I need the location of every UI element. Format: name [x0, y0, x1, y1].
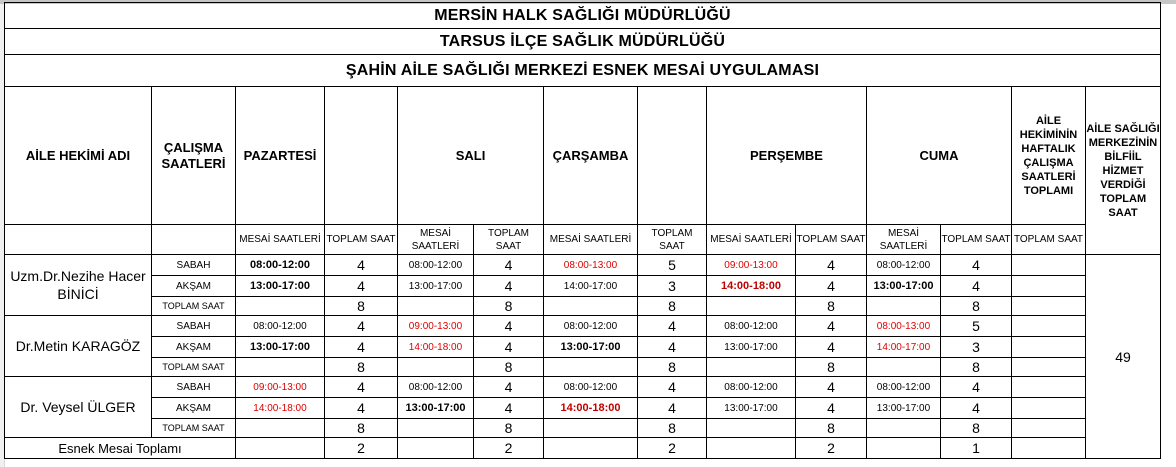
morning-hours: 5: [941, 316, 1012, 337]
morning-time: 08:00-12:00: [236, 255, 325, 276]
flex-total-empty: [707, 438, 796, 459]
shift-label-morning: SABAH: [152, 316, 236, 337]
daily-total-hours: 8: [325, 297, 398, 316]
evening-time: 13:00-17:00: [398, 276, 474, 297]
header-physician: AİLE HEKİMİ ADI: [5, 87, 152, 225]
shift-label-evening: AKŞAM: [152, 276, 236, 297]
morning-hours: 4: [796, 316, 867, 337]
header-empty-1: [325, 87, 398, 225]
center-total-value: 49: [1086, 255, 1161, 459]
evening-hours: 4: [638, 398, 707, 419]
morning-hours: 4: [941, 255, 1012, 276]
total-empty: [707, 358, 796, 377]
morning-time: 08:00-12:00: [707, 316, 796, 337]
daily-total-hours: 8: [941, 297, 1012, 316]
flex-total-value: 2: [474, 438, 544, 459]
evening-time: 14:00-17:00: [544, 276, 638, 297]
total-empty: [398, 358, 474, 377]
flex-total-empty: [867, 438, 941, 459]
subheader-empty: [152, 225, 236, 255]
shift-label-evening: AKŞAM: [152, 398, 236, 419]
weekly-total-cell: [1012, 276, 1086, 297]
evening-hours: 4: [941, 276, 1012, 297]
daily-total-hours: 8: [796, 297, 867, 316]
evening-time: 13:00-17:00: [867, 276, 941, 297]
evening-hours: 4: [474, 398, 544, 419]
daily-total-hours: 8: [638, 419, 707, 438]
header-weekly-total: AİLE HEKİMİNİN HAFTALIK ÇALIŞMA SAATLERİ TOPLAMI: [1012, 87, 1086, 225]
flex-hours-table: [4, 2, 1161, 459]
morning-time: 09:00-13:00: [707, 255, 796, 276]
evening-hours: 4: [941, 398, 1012, 419]
morning-time: 08:00-13:00: [544, 255, 638, 276]
evening-hours: 4: [474, 276, 544, 297]
evening-time: 13:00-17:00: [707, 337, 796, 358]
subheader-mesai-4: MESAİ SAATLERİ: [707, 225, 796, 255]
shift-label-total: TOPLAM SAAT: [152, 419, 236, 438]
total-empty: [544, 297, 638, 316]
daily-total-hours: 8: [941, 358, 1012, 377]
evening-hours: 3: [638, 276, 707, 297]
morning-time: 08:00-13:00: [867, 316, 941, 337]
shift-label-total: TOPLAM SAAT: [152, 297, 236, 316]
subheader-weekly-toplam: TOPLAM SAAT: [1012, 225, 1086, 255]
morning-time: 08:00-12:00: [544, 316, 638, 337]
weekly-total-cell: [1012, 337, 1086, 358]
total-empty: [236, 297, 325, 316]
total-empty: [867, 419, 941, 438]
doctor-name: Dr. Veysel ÜLGER: [5, 377, 152, 438]
daily-total-hours: 8: [474, 297, 544, 316]
subheader-toplam-5: TOPLAM SAAT: [941, 225, 1012, 255]
total-empty: [398, 297, 474, 316]
evening-hours: 4: [325, 337, 398, 358]
morning-hours: 4: [474, 316, 544, 337]
subheader-empty: [5, 225, 152, 255]
morning-time: 08:00-12:00: [236, 316, 325, 337]
morning-hours: 4: [796, 377, 867, 398]
evening-time: 13:00-17:00: [236, 337, 325, 358]
header-day-1: PAZARTESİ: [236, 87, 325, 225]
header-empty-3: [638, 87, 707, 225]
daily-total-hours: 8: [796, 358, 867, 377]
weekly-total-cell: [1012, 297, 1086, 316]
header-day-2: SALI: [398, 87, 544, 225]
header-day-3: ÇARŞAMBA: [544, 87, 638, 225]
evening-time: 13:00-17:00: [236, 276, 325, 297]
flex-total-value: 2: [325, 438, 398, 459]
evening-time: 13:00-17:00: [867, 398, 941, 419]
daily-total-hours: 8: [941, 419, 1012, 438]
flex-total-value: 2: [638, 438, 707, 459]
doctor-name: Uzm.Dr.Nezihe Hacer BİNİCİ: [5, 255, 152, 316]
evening-hours: 4: [796, 337, 867, 358]
total-empty: [707, 297, 796, 316]
morning-time: 08:00-12:00: [398, 377, 474, 398]
daily-total-hours: 8: [474, 419, 544, 438]
shift-label-morning: SABAH: [152, 255, 236, 276]
morning-hours: 4: [474, 377, 544, 398]
weekly-total-cell: [1012, 419, 1086, 438]
header-day-4: PERŞEMBE: [707, 87, 867, 225]
subheader-toplam-3: TOPLAM SAAT: [638, 225, 707, 255]
shift-label-morning: SABAH: [152, 377, 236, 398]
header-day-5: CUMA: [867, 87, 1012, 225]
evening-hours: 4: [474, 337, 544, 358]
subheader-mesai-5: MESAİ SAATLERİ: [867, 225, 941, 255]
title-line-2: TARSUS İLÇE SAĞLIK MÜDÜRLÜĞÜ: [5, 29, 1161, 55]
evening-time: 14:00-18:00: [398, 337, 474, 358]
subheader-toplam-2: TOPLAM SAAT: [474, 225, 544, 255]
weekly-total-cell: [1012, 358, 1086, 377]
evening-hours: 4: [796, 276, 867, 297]
header-center-total: AİLE SAĞLIĞI MERKEZİNİN BİLFİİL HİZMET VERDİĞİ TOPLAM SAAT: [1086, 87, 1161, 255]
evening-time: 14:00-18:00: [707, 276, 796, 297]
total-empty: [867, 297, 941, 316]
evening-hours: 4: [325, 276, 398, 297]
weekly-total-cell: [1012, 255, 1086, 276]
daily-total-hours: 8: [638, 297, 707, 316]
daily-total-hours: 8: [474, 358, 544, 377]
total-empty: [867, 358, 941, 377]
weekly-total-cell: [1012, 316, 1086, 337]
morning-hours: 4: [325, 377, 398, 398]
evening-hours: 4: [325, 398, 398, 419]
morning-hours: 4: [796, 255, 867, 276]
subheader-mesai-3: MESAİ SAATLERİ: [544, 225, 638, 255]
morning-time: 08:00-12:00: [867, 255, 941, 276]
evening-time: 13:00-17:00: [707, 398, 796, 419]
flex-total-label: Esnek Mesai Toplamı: [5, 438, 236, 459]
daily-total-hours: 8: [325, 419, 398, 438]
subheader-toplam-4: TOPLAM SAAT: [796, 225, 867, 255]
morning-time: 09:00-13:00: [398, 316, 474, 337]
flex-total-value: 2: [796, 438, 867, 459]
title-line-3: ŞAHİN AİLE SAĞLIĞI MERKEZİ ESNEK MESAİ UYGULAMASI: [5, 55, 1161, 87]
weekly-total-cell: [1012, 398, 1086, 419]
morning-hours: 4: [638, 377, 707, 398]
weekly-total-cell: [1012, 438, 1086, 459]
morning-hours: 4: [474, 255, 544, 276]
morning-hours: 5: [638, 255, 707, 276]
flex-total-empty: [236, 438, 325, 459]
daily-total-hours: 8: [796, 419, 867, 438]
weekly-total-cell: [1012, 377, 1086, 398]
flex-total-empty: [544, 438, 638, 459]
morning-time: 08:00-12:00: [544, 377, 638, 398]
evening-hours: 4: [796, 398, 867, 419]
total-empty: [544, 358, 638, 377]
total-empty: [544, 419, 638, 438]
evening-time: 14:00-17:00: [867, 337, 941, 358]
morning-hours: 4: [638, 316, 707, 337]
total-empty: [707, 419, 796, 438]
daily-total-hours: 8: [325, 358, 398, 377]
morning-time: 08:00-12:00: [867, 377, 941, 398]
subheader-mesai-1: MESAİ SAATLERİ: [236, 225, 325, 255]
evening-time: 13:00-17:00: [398, 398, 474, 419]
flex-total-empty: [398, 438, 474, 459]
doctor-name: Dr.Metin KARAGÖZ: [5, 316, 152, 377]
total-empty: [236, 419, 325, 438]
shift-label-evening: AKŞAM: [152, 337, 236, 358]
morning-time: 08:00-12:00: [707, 377, 796, 398]
evening-time: 14:00-18:00: [236, 398, 325, 419]
evening-time: 14:00-18:00: [544, 398, 638, 419]
subheader-mesai-2: MESAİ SAATLERİ: [398, 225, 474, 255]
flex-total-value: 1: [941, 438, 1012, 459]
morning-hours: 4: [325, 255, 398, 276]
daily-total-hours: 8: [638, 358, 707, 377]
morning-time: 09:00-13:00: [236, 377, 325, 398]
total-empty: [236, 358, 325, 377]
morning-time: 08:00-12:00: [398, 255, 474, 276]
morning-hours: 4: [325, 316, 398, 337]
evening-hours: 4: [638, 337, 707, 358]
title-line-1: MERSİN HALK SAĞLIĞI MÜDÜRLÜĞÜ: [5, 3, 1161, 29]
evening-time: 13:00-17:00: [544, 337, 638, 358]
total-empty: [398, 419, 474, 438]
shift-label-total: TOPLAM SAAT: [152, 358, 236, 377]
morning-hours: 4: [941, 377, 1012, 398]
subheader-toplam-1: TOPLAM SAAT: [325, 225, 398, 255]
header-working-hours: ÇALIŞMA SAATLERİ: [152, 87, 236, 225]
evening-hours: 3: [941, 337, 1012, 358]
